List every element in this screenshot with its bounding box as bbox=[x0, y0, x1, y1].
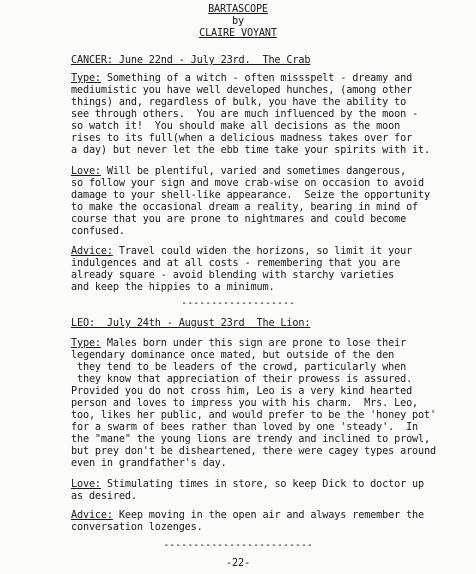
leo-type-line: Provided you do not cross him, Leo is a very kind hearted bbox=[71, 386, 413, 397]
cancer-love-label: Love: bbox=[71, 166, 101, 177]
cancer-love-line: to make the occasional dream a reality, bearing in mind of bbox=[71, 202, 419, 213]
cancer-advice-line: Advice: Travel could widen the horizons, so limit it your bbox=[71, 246, 413, 257]
leo-type-line: they know that appreciation of their prowess is assured. bbox=[71, 374, 413, 385]
cancer-type-line: rises to its full(when a delicious madness takes over for bbox=[71, 133, 413, 144]
author-name: CLAIRE VOYANT bbox=[199, 28, 277, 39]
cancer-advice-line: indulgences and at all costs - remembering that you are bbox=[71, 258, 401, 269]
leo-type-line: person and loves to impress you with his charm. Mrs. Leo, bbox=[71, 398, 419, 409]
leo-heading: LEO: July 24th - August 23rd The Lion: bbox=[71, 318, 311, 329]
cancer-heading: CANCER: June 22nd - July 23rd. The Crab bbox=[71, 55, 311, 66]
page-number: -22- bbox=[226, 558, 250, 569]
cancer-love-line: confused. bbox=[71, 226, 125, 237]
leo-type-line: but prey don't be disheartened, there were cagey types around bbox=[71, 446, 436, 457]
leo-type-line: the "mane" the young lions are trendy and inclined to prowl, bbox=[71, 434, 431, 445]
cancer-type-line: so watch it! You should make all decisions as the moon bbox=[71, 121, 401, 132]
leo-type-label: Type: bbox=[71, 338, 101, 349]
leo-love-label: Love: bbox=[71, 479, 101, 490]
leo-type-line: too, likes her public, and would prefer to be the 'honey pot' bbox=[71, 410, 436, 421]
section-divider: ------------------------- bbox=[163, 540, 313, 551]
cancer-advice-label: Advice: bbox=[71, 246, 113, 257]
leo-advice-label: Advice: bbox=[71, 510, 113, 521]
cancer-type-line: mediumistic you have well developed hunches, (among other bbox=[71, 85, 413, 96]
section-divider: ------------------- bbox=[181, 298, 295, 309]
document-title: BARTASCOPE bbox=[208, 4, 268, 15]
cancer-type-line: things) and, regardless of bulk, you have the ability to bbox=[71, 97, 407, 108]
cancer-type-label: Type: bbox=[71, 73, 101, 84]
cancer-type-line: a day) but never let the ebb time take your spirits with it. bbox=[71, 145, 431, 156]
leo-type-line: for a swarm of bees rather than loved by one 'steady'. In bbox=[71, 422, 419, 433]
cancer-love-line: so follow your sign and move crab-wise on occasion to avoid bbox=[71, 178, 425, 189]
cancer-type-line: see through others. You are much influenced by the moon - bbox=[71, 109, 419, 120]
leo-type-line: legendary dominance once mated, but outside of the den bbox=[71, 350, 395, 361]
cancer-love-line: course that you are prone to nightmares and could become bbox=[71, 214, 407, 225]
byline-by: by bbox=[232, 16, 244, 27]
leo-love-line: as desired. bbox=[71, 491, 137, 502]
leo-advice-line: conversation lozenges. bbox=[71, 522, 203, 533]
leo-love-line: Love: Stimulating times in store, so keep Dick to doctor up bbox=[71, 479, 425, 490]
cancer-type-line: Type: Something of a witch - often missspelt - dreamy and bbox=[71, 73, 413, 84]
leo-advice-line: Advice: Keep moving in the open air and always remember the bbox=[71, 510, 425, 521]
cancer-advice-line: and keep the hippies to a minimum. bbox=[71, 282, 275, 293]
leo-type-line: they tend to be leaders of the crowd, particularly when bbox=[71, 362, 407, 373]
cancer-love-line: damage to your shell-like appearance. Seize the opportunity bbox=[71, 190, 431, 201]
leo-type-line: Type: Males born under this sign are prone to lose their bbox=[71, 338, 407, 349]
cancer-advice-line: already square - avoid blending with starchy varieties bbox=[71, 270, 395, 281]
leo-type-line: even in grandfather's day. bbox=[71, 458, 227, 469]
cancer-love-line: Love: Will be plentiful, varied and sometimes dangerous, bbox=[71, 166, 407, 177]
